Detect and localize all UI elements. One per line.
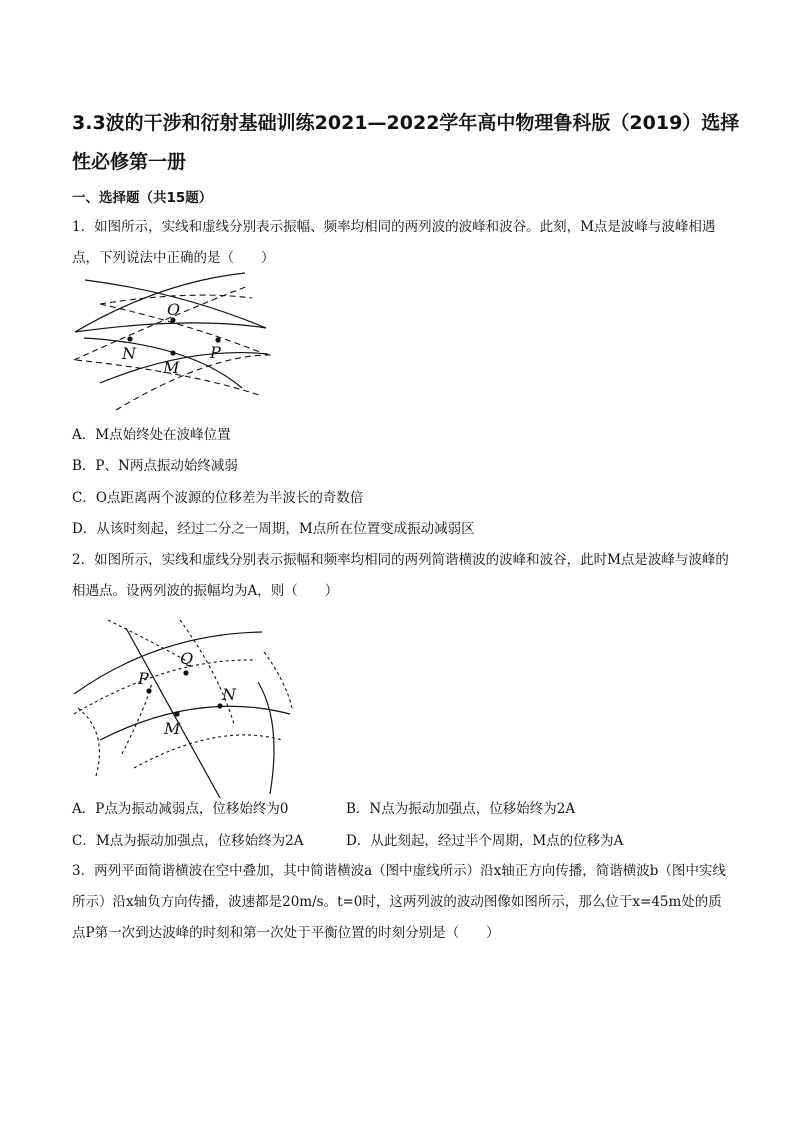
wave-interference-diagram-1 [70,268,280,416]
page-title: 3.3波的干涉和衍射基础训练2021—2022学年高中物理鲁科版（2019）选择性必修第一册 [72,112,740,173]
trough-arc-3 [108,620,188,662]
point-n [217,703,222,708]
point-m [170,350,175,355]
label-m: M [163,358,180,377]
question-2-option-b: B．N点为振动加强点，位移始终为2A [346,801,576,817]
trough-arc-2 [134,735,282,768]
question-2-option-d: D．从此刻起，经过半个周期，M点的位移为A [346,833,624,849]
crest-arc-2 [100,706,290,740]
question-1-option-b: B．P、N两点振动始终减弱 [72,458,238,474]
trough-arc-7 [264,652,292,708]
label-q: Q [180,649,194,668]
question-1-figure [70,268,280,416]
question-3-stem: 3．两列平面简谐横波在空中叠加，其中简谐横波a（图中虚线所示）沿x轴正方向传播，简谐横波b（图中实线所示）沿x轴负方向传播，波速都是20m/s。t=0时，这两列波的波动图像如图所示，那么位于x=45m处的质点P第一次到达波峰的时刻和第一次处于平衡位置的时刻分别是（ ） [72,863,726,941]
section-heading: 一、选择题（共15题） [72,190,213,206]
question-1-option-d: D．从该时刻起，经过二分之一周期，M点所在位置变成振动减弱区 [72,521,475,537]
point-m [174,711,179,716]
trough-arc-6 [78,708,99,776]
question-2-option-a: A．P点为振动减弱点，位移始终为0 [72,801,289,817]
label-m: M [164,719,181,738]
question-1-option-a: A．M点始终处在波峰位置 [72,427,231,443]
question-2-stem: 2．如图所示，实线和虚线分别表示振幅和频率均相同的两列简谐横波的波峰和波谷，此时M点是波峰与波峰的相遇点。设两列波的振幅均为A，则（ ） [72,552,729,599]
wave-interference-diagram-2 [68,612,296,798]
trough-line-5 [116,355,272,410]
label-n: N [222,685,236,704]
label-o: O [167,300,181,319]
label-p: P [138,669,149,688]
question-2-option-c: C．M点为振动加强点，位移始终为2A [72,833,304,849]
point-n [127,336,132,341]
point-p [215,337,220,342]
question-1-option-c: C．O点距离两个波源的位移差为半波长的奇数倍 [72,490,364,506]
question-2-figure [68,612,296,798]
crest-line-3 [75,323,266,332]
label-n: N [122,344,136,363]
question-1-stem: 1．如图所示，实线和虚线分别表示振幅、频率均相同的两列波的波峰和波谷。此刻，M点是波峰与波峰相遇点，下列说法中正确的是（ ） [72,219,716,266]
crest-arc-4 [258,682,274,794]
point-q [183,670,188,675]
label-p: P [210,343,221,362]
point-p [146,688,151,693]
